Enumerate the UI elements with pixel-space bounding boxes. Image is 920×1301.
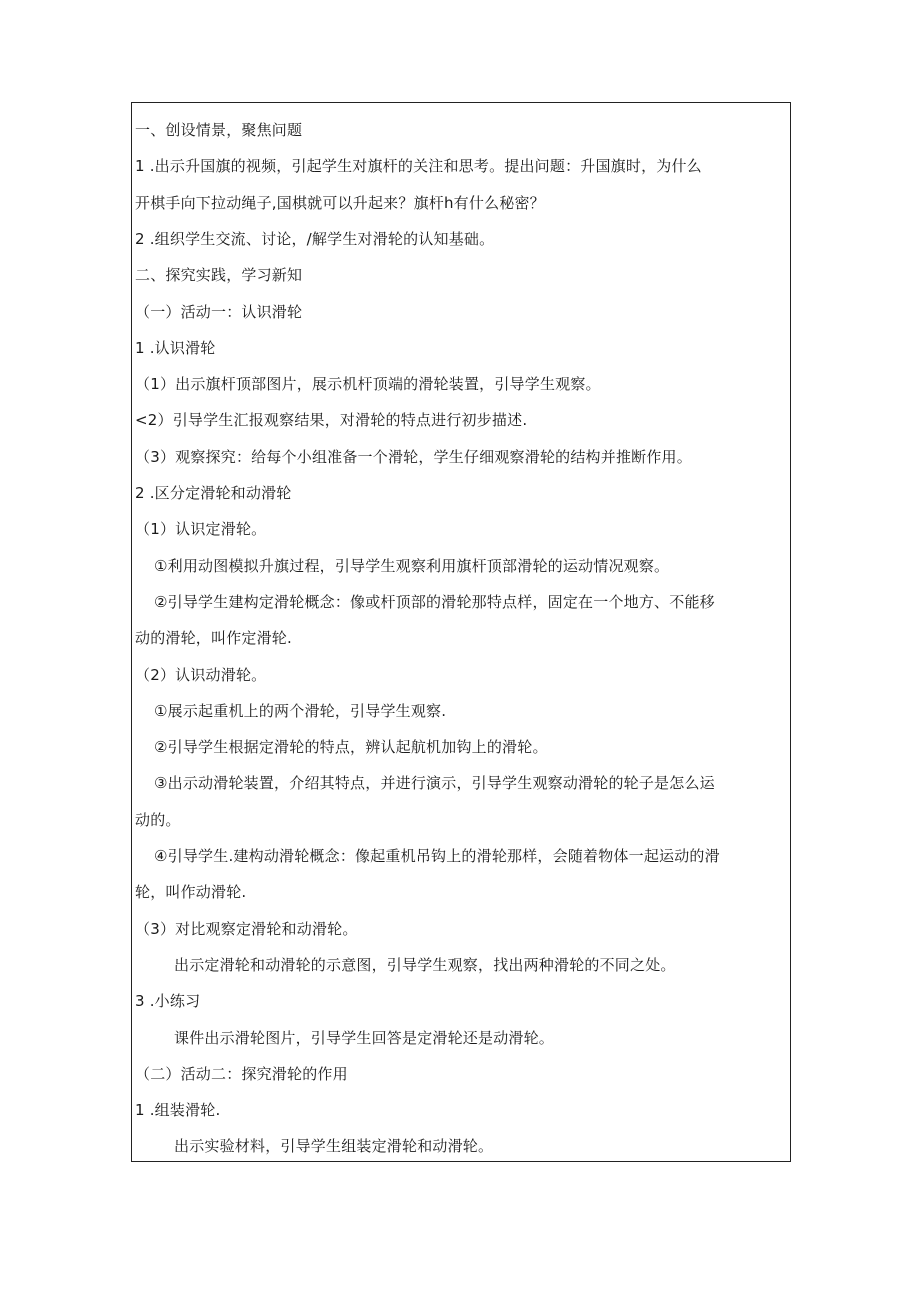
lesson-plan-table-cell <box>131 102 791 1162</box>
text-line-20: 动的。 <box>135 810 181 829</box>
text-line-6: （一）活动一：认识滑轮 <box>135 302 303 321</box>
text-line-14: ②引导学生建构定滑轮概念：像或杆顶部的滑轮那特点样，固定在一个地方、不能移 <box>154 592 715 611</box>
text-line-12: （1）认识定滑轮。 <box>135 520 267 539</box>
text-line-1: 一、创设情景，聚焦问题 <box>135 121 303 139</box>
text-line-26: 课件出示滑轮图片，引导学生回答是定滑轮还是动滑轮。 <box>174 1028 555 1047</box>
text-line-28: 1 .组装滑轮. <box>135 1101 221 1120</box>
text-line-24: 出示定滑轮和动滑轮的示意图，引导学生观察，找出两种滑轮的不同之处。 <box>174 955 676 974</box>
text-line-4: 2 .组织学生交流、讨论，/解学生对滑轮的认知基础。 <box>135 229 495 248</box>
text-line-8: （1）出示旗杆顶部图片，展示机杆顶端的滑轮装置，引导学生观察。 <box>135 375 601 394</box>
text-line-15: 动的滑轮，叫作定滑轮. <box>135 629 292 648</box>
text-line-23: （3）对比观察定滑轮和动滑轮。 <box>135 919 358 938</box>
text-line-10: （3）观察探究：给每个小组准备一个滑轮，学生仔细观察滑轮的结构并推断作用。 <box>135 447 692 466</box>
text-line-5: 二、探究实践，学习新知 <box>135 266 303 285</box>
text-line-22: 轮，叫作动滑轮. <box>135 883 247 902</box>
text-line-16: （2）认识动滑轮。 <box>135 665 267 684</box>
text-line-17: ①展示起重机上的两个滑轮，引导学生观察. <box>154 701 447 720</box>
text-line-21: ④引导学生.建构动滑轮概念：像起重机吊钩上的滑轮那样，会随着物体一起运动的滑 <box>154 847 720 865</box>
text-line-29: 出示实验材料，引导学生组装定滑轮和动滑轮。 <box>174 1137 494 1156</box>
text-line-19: ③出示动滑轮装置，介绍其特点，并进行演示，引导学生观察动滑轮的轮子是怎么运 <box>154 774 715 793</box>
text-line-11: 2 .区分定滑轮和动滑轮 <box>135 484 292 502</box>
text-line-7: 1 .认识滑轮 <box>135 338 216 357</box>
text-line-2: 1 .出示升国旗的视频，引起学生对旗杆的关注和思考。提出问题：升国旗时，为什么 <box>135 157 702 176</box>
text-line-9: <2）引导学生汇报观察结果，对滑轮的特点进行初步描述. <box>135 411 528 430</box>
text-line-13: ①利用动图模拟升旗过程，引导学生观察利用旗杆顶部滑轮的运动情况观察。 <box>154 556 670 575</box>
text-line-3: 开棋手向下拉动绳子,国棋就可以升起来？旗杆h有什么秘密？ <box>135 193 545 212</box>
text-line-18: ②引导学生根据定滑轮的特点，辨认起航机加钩上的滑轮。 <box>154 738 548 757</box>
text-line-25: 3 .小练习 <box>135 992 201 1011</box>
text-line-27: （二）活动二：探究滑轮的作用 <box>135 1064 348 1083</box>
